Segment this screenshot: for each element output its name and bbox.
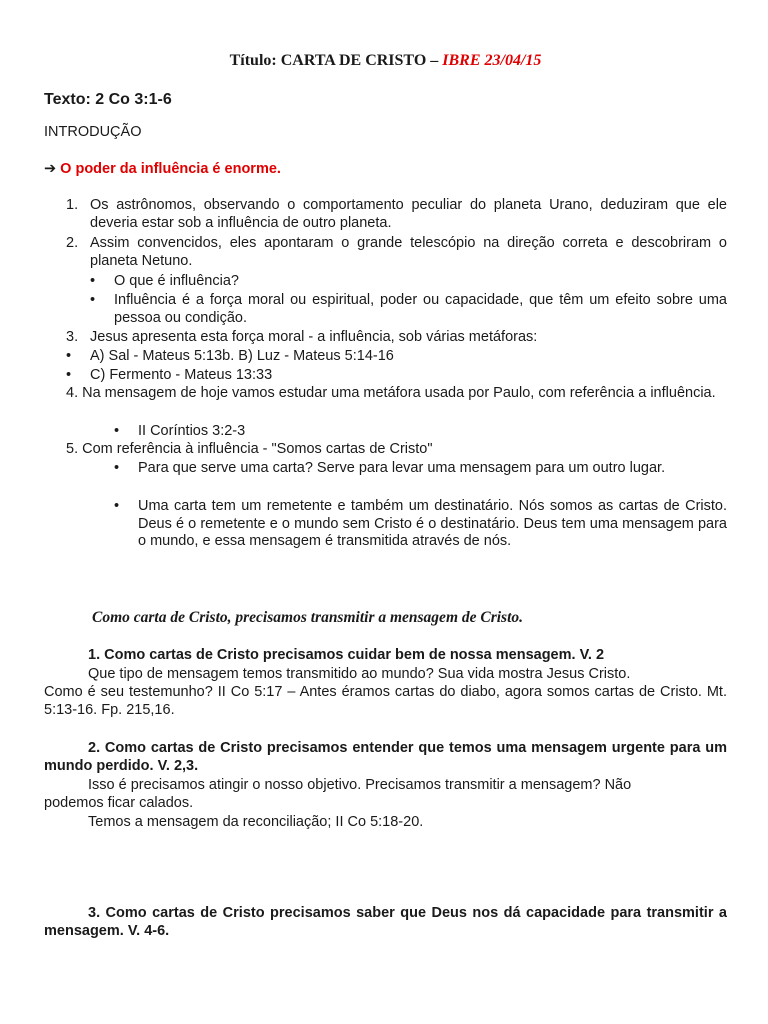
point-2-body: podemos ficar calados.	[44, 795, 194, 811]
list-item	[66, 235, 727, 270]
bullet-item	[66, 348, 727, 366]
list-item-text: Assim convencidos, eles apontaram o grande telescópio na direção correta e descobriram o planeta Netuno.	[90, 235, 727, 269]
point-1-first-line: Que tipo de mensagem temos transmitido ao mundo? Sua vida mostra Jesus Cristo.	[88, 666, 631, 682]
bullet-text: Uma carta tem um remetente e também um destinatário. Nós somos as cartas de Cristo. Deus é o remetente e o mundo sem Cristo é o destinatário. Deus tem uma mensagem para o mundo, e essa mensagem é transmitida através de nós.	[138, 498, 727, 549]
bullet-text: C) Fermento - Mateus 13:33	[90, 367, 273, 383]
point-2-first-line: Isso é precisamos atingir o nosso objetivo. Precisamos transmitir a mensagem? Não	[88, 777, 632, 793]
document-title	[44, 52, 727, 70]
bullet-item	[114, 498, 727, 551]
list-item-5: 5. Com referência à influência - "Somos cartas de Cristo"	[66, 441, 433, 457]
arrow-right-icon: ➔	[44, 161, 57, 177]
list-item-4: 4. Na mensagem de hoje vamos estudar uma metáfora usada por Paulo, com referência a influência.	[66, 385, 716, 401]
point-3-heading: 3. Como cartas de Cristo precisamos saber que Deus nos dá capacidade para transmitir a mensagem. V. 4-6.	[44, 905, 727, 939]
point-2-heading: 2. Como cartas de Cristo precisamos entender que temos uma mensagem urgente para um mundo perdido. V. 2,3.	[44, 740, 727, 774]
bullet-item	[114, 423, 727, 441]
bullet-icon: •	[66, 367, 72, 383]
point-1-body: Como é seu testemunho? II Co 5:17 – Antes éramos cartas do diabo, agora somos cartas de Cristo. Mt. 5:13-16. Fp. 215,16.	[44, 684, 727, 718]
arrow-statement-text: O poder da influência é enorme.	[60, 161, 281, 177]
bullet-icon: •	[66, 348, 72, 364]
list-item-text: Os astrônomos, observando o comportamento peculiar do planeta Urano, deduziram que ele deveria estar sob a influência de outro planeta.	[90, 197, 727, 231]
point-2-extra: Temos a mensagem da reconciliação; II Co 5:18-20.	[88, 814, 424, 830]
section-heading: Como carta de Cristo, precisamos transmitir a mensagem de Cristo.	[92, 609, 524, 626]
bullet-icon: •	[90, 273, 96, 289]
bullet-item	[90, 292, 727, 327]
bullet-icon: •	[90, 292, 96, 308]
title-accent: IBRE 23/04/15	[442, 52, 542, 69]
bullet-icon: •	[114, 460, 120, 476]
bullet-item	[114, 460, 727, 478]
list-item-number: 3.	[66, 329, 79, 345]
list-item-number: 1.	[66, 197, 79, 213]
bullet-item	[90, 273, 727, 291]
bullet-text: Influência é a força moral ou espiritual, poder ou capacidade, que têm um efeito sobre uma pessoa ou condição.	[114, 292, 727, 326]
document-page	[44, 0, 727, 1024]
bullet-item	[66, 367, 727, 385]
title-prefix: Título: CARTA DE CRISTO –	[229, 52, 443, 69]
bullet-icon: •	[114, 423, 120, 439]
bullet-text: Para que serve uma carta? Serve para levar uma mensagem para um outro lugar.	[138, 460, 666, 476]
point-1-heading: 1. Como cartas de Cristo precisamos cuidar bem de nossa mensagem. V. 2	[88, 647, 605, 663]
bullet-text: A) Sal - Mateus 5:13b. B) Luz - Mateus 5:14-16	[90, 348, 394, 364]
intro-heading: INTRODUÇÃO	[44, 124, 142, 140]
arrow-statement	[44, 161, 281, 177]
list-item	[66, 329, 727, 347]
bullet-icon: •	[114, 498, 120, 514]
list-item-number: 2.	[66, 235, 79, 251]
bullet-text: O que é influência?	[114, 273, 239, 289]
list-item-text: Jesus apresenta esta força moral - a influência, sob várias metáforas:	[90, 329, 538, 345]
text-reference: Texto: 2 Co 3:1-6	[44, 91, 172, 108]
bullet-text: II Coríntios 3:2-3	[138, 423, 246, 439]
list-item	[66, 197, 727, 232]
